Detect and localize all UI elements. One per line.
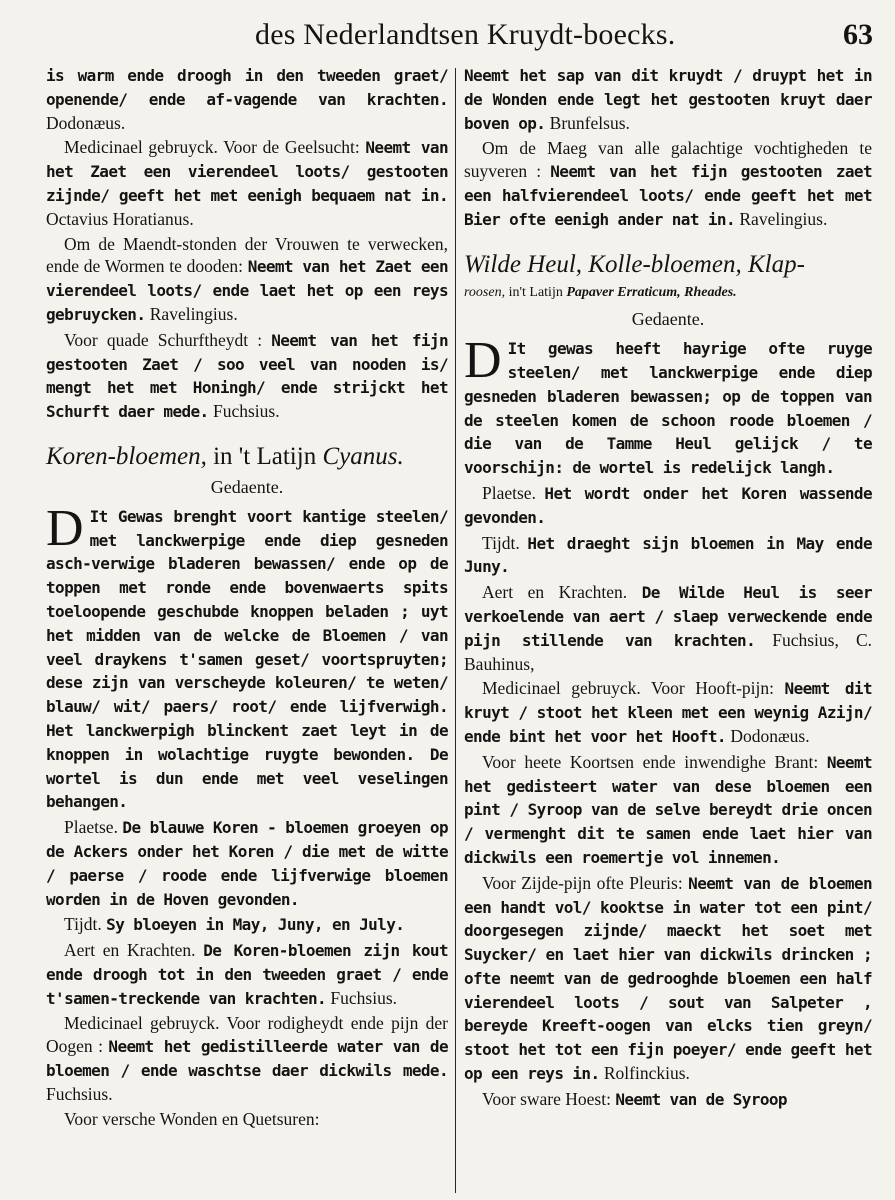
blackletter-text: Neemt van het Zaet een vierendeel loots/ gestooten zijnde/ geeft het met eenigh bequaem nat in. (46, 138, 448, 205)
heading-italic: Wilde Heul, Kolle-bloemen, Klap- (464, 250, 805, 278)
paragraph-label: Voor sware Hoest: (482, 1088, 611, 1109)
section-title: Gedaente. (631, 309, 705, 330)
paragraph (464, 751, 872, 870)
paragraph-label: Om de Maeg van alle galachtige vochtigheden te suyveren : (464, 138, 872, 182)
page-number: 63 (843, 18, 873, 51)
source-citation: Ravelingius. (739, 208, 828, 229)
paragraph-label: Tijdt. (64, 914, 102, 935)
paragraph (46, 913, 448, 937)
heading-latin: Cyanus. (322, 442, 404, 470)
left-column (46, 64, 448, 1192)
page-header (0, 18, 895, 62)
blackletter-text: Neemt van het fijn gestooten Zaet / soo veel van nooden is/ mengt het met Honingh/ ende strijckt het Schurft daer mede. (46, 330, 448, 422)
paragraph-label: Voor heete Koortsen ende inwendighe Brant: (482, 751, 819, 772)
source-citation: Brunfelsus. (549, 112, 630, 133)
blackletter-text: It Gewas brenght voort kantige steelen/ met lanckwerpige ende diep gesneden asch-verwige bladeren bewassen/ ende op de toppen met ronde ende bovenwaerts spits toeloopende geschubde knoppen beladen ; uyt het midden van de welcke de Bloemen / van veel draykens t'samen geset/ voortspruyten; dese zijn van verscheyde koleuren/ te weten/ blauw/ wit/ paers/ root/ ende lijfverwigh. Het lanckwerpigh blinckent zaet leyt in de knoppen in wolachtige ruygte bewonden. De wortel is dun ende met veel veselingen behangen. (46, 506, 448, 812)
source-citation: Rolfinckius. (603, 1063, 690, 1084)
paragraph (464, 581, 872, 675)
running-title: des Nederlandtsen Kruydt-boecks. (255, 18, 676, 51)
blackletter-text: is warm ende droogh in den tweeden graet/ openende/ ende af-vagende van krachten. (46, 66, 448, 109)
blackletter-text: De blauwe Koren - bloemen groeyen op de Ackers onder het Koren / die met de witte / paerse / roode ende lijfverwige bloemen worden in de Hoven gevonden. (46, 818, 449, 909)
blackletter-text: Neemt van het Zaet een vierendeel loots/ ende laet het op een reys gebruycken. (46, 257, 448, 324)
source-citation: Fuchsius. (46, 1083, 113, 1104)
entry-heading (464, 250, 872, 280)
paragraph-label: Tijdt. (482, 532, 520, 553)
paragraph (46, 499, 448, 814)
blackletter-text: Neemt het gedisteert water van dese bloemen een pint / Syroop van de selve bereydt drie oncen / vermenght dit te samen ende laet hier van dickwils een roemertje vol innemen. (464, 752, 873, 867)
paragraph-label: Aert en Krachten. (64, 940, 196, 961)
heading-plain: in 't Latijn (206, 442, 323, 470)
blackletter-text: Het draeght sijn bloemen in May ende Juny. (464, 533, 872, 577)
drop-cap: D (46, 499, 84, 557)
paragraph-label: Aert en Krachten. (482, 582, 628, 603)
entry-subheading (464, 282, 872, 305)
paragraph-label: Om de Maendt-stonden der Vrouwen te verwecken, ende de Wormen te dooden: (46, 233, 448, 277)
paragraph-label: Voor Zijde-pijn ofte Pleuris: (482, 872, 683, 893)
blackletter-text: Neemt het sap van dit kruydt / druypt het in de Wonden ende legt het gestooten kruyt daer boven op. (464, 66, 872, 133)
source-citation: Dodonæus. (730, 725, 810, 746)
drop-cap: D (464, 332, 502, 390)
paragraph (46, 64, 448, 134)
paragraph (46, 816, 448, 911)
paragraph (464, 64, 872, 135)
blackletter-text: Sy bloeyen in May, Juny, en July. (106, 915, 405, 935)
blackletter-text: Neemt van het fijn gestooten zaet een halfvierendeel loots/ ende geeft het met Bier ofte eenigh ander nat in. (464, 162, 872, 229)
paragraph (46, 233, 448, 327)
blackletter-text: De Koren-bloemen zijn kout ende droogh tot in den tweeden graet / ende t'samen-treckende van krachten. (46, 941, 449, 1008)
paragraph (464, 482, 872, 530)
blackletter-text: Neemt dit kruyt / stoot het kleen met een weynig Azijn/ ende bint het voor het Hooft. (464, 679, 872, 746)
blackletter-text: De Wilde Heul is seer verkoelende van aert / slaep verweckende ende pijn stillende van krachten. (464, 583, 872, 650)
paragraph-label: Medicinael gebruyck. Voor de Geelsucht: (64, 137, 360, 158)
blackletter-text: Neemt het gedistilleerde water van de bloemen / ende waschtse daer dickwils mede. (46, 1037, 448, 1081)
subheading-italic: roosen, (464, 284, 506, 300)
blackletter-text: Het wordt onder het Koren wassende gevonden. (464, 483, 872, 527)
entry-heading (46, 442, 448, 472)
paragraph (464, 1088, 872, 1112)
paragraph (464, 532, 872, 580)
paragraph (464, 872, 872, 1086)
paragraph-label: Voor quade Schurftheydt : (64, 329, 263, 350)
paragraph (46, 136, 448, 230)
paragraph (46, 939, 448, 1010)
source-citation: Fuchsius. (212, 401, 280, 422)
paragraph (464, 137, 872, 231)
blackletter-text: Neemt van de bloemen een handt vol/ kooktse in water tot een pint/ doorgesegen zijnde/ maeckt het soet met Suycker/ en laet hier van dickwils drincken ; ofte neemt van de gedrooghde bloemen een half vierendeel loots / sout van Salpeter , bereyde Kreeft-oogen van elcks tien greyn/ stoot het tot een fijn poeyer/ ende geeft het op een reys in. (464, 873, 873, 1084)
paragraph-label: Medicinael gebruyck. Voor rodigheydt ende pijn der Oogen : (46, 1013, 448, 1057)
paragraph-label: Plaetse. (482, 482, 536, 503)
source-citation: Fuchsius, C. Bauhinus, (464, 629, 872, 674)
paragraph (46, 1012, 448, 1105)
source-citation: Fuchsius. (330, 987, 398, 1008)
paragraph-label: Medicinael gebruyck. Voor Hooft-pijn: (482, 678, 774, 699)
paragraph (46, 329, 448, 424)
paragraph (464, 332, 872, 480)
column-divider (455, 68, 456, 1193)
section-title: Gedaente. (210, 476, 284, 497)
subheading-plain: in't Latijn (505, 284, 567, 300)
heading-italic: Koren-bloemen, (46, 442, 207, 470)
blackletter-text: Neemt van de Syroop (615, 1089, 787, 1109)
paragraph-label: Voor versche Wonden en Quetsuren: (64, 1108, 320, 1129)
source-citation: Dodonæus. (46, 112, 126, 133)
subheading-latin: Papaver Erraticum, Rheades. (566, 284, 737, 300)
right-column (464, 64, 872, 1192)
source-citation: Octavius Horatianus. (46, 208, 194, 229)
paragraph (46, 1108, 448, 1131)
source-citation: Ravelingius. (149, 303, 238, 324)
paragraph (464, 677, 872, 748)
blackletter-text: It gewas heeft hayrige ofte ruyge steelen/ met lanckwerpige ende diep gesneden bladeren bewassen; op de toppen van de steelen komen de schoon roode bloemen / die van de Tamme Heul gelijck / te voorschijn: de wortel is redelijck langh. (464, 339, 872, 478)
paragraph-label: Plaetse. (64, 817, 118, 838)
